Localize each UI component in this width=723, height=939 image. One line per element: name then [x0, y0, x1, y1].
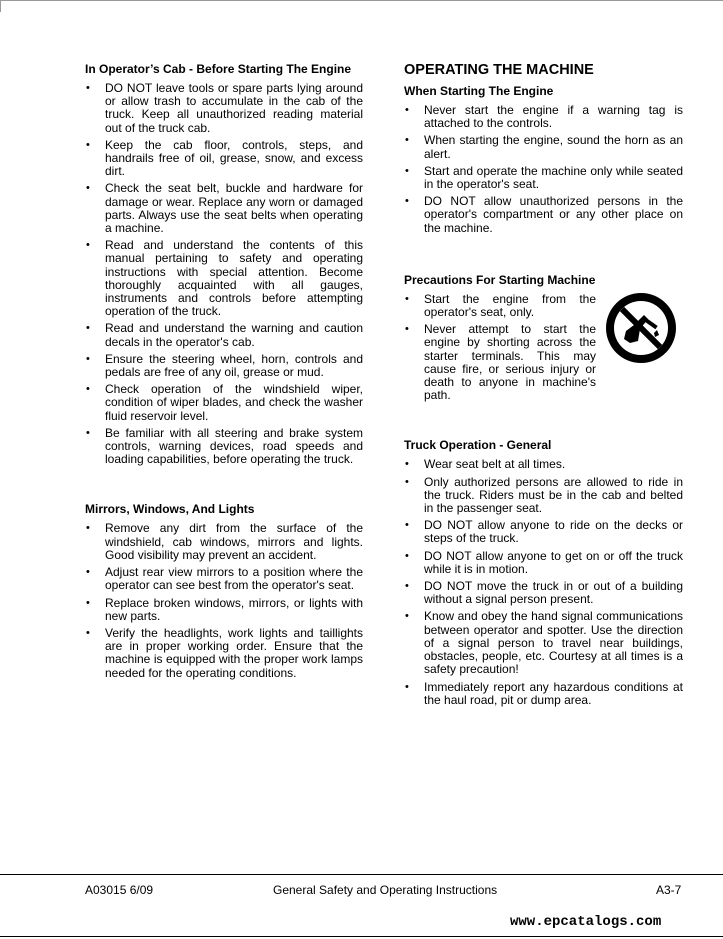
- list-item: • Ensure the steering wheel, horn, controls and pedals are free of any oil, grease or mud.: [86, 351, 363, 380]
- bullet-icon: •: [86, 522, 90, 535]
- list-item: • Only authorized persons are allowed to ride in the truck. Riders must be in the cab and belted in the passenger seat.: [405, 474, 683, 516]
- starting-engine-list: [404, 104, 683, 235]
- bullet-icon: •: [86, 596, 90, 609]
- list-item: • Check the seat belt, buckle and hardware for damage or wear. Replace any worn or damaged parts. Always use the seat belts when operating a machine.: [86, 181, 363, 236]
- list-item: • Start the engine from the operator's seat, only.: [405, 291, 596, 320]
- list-item: • Adjust rear view mirrors to a position where the operator can see best from the operator's seat.: [86, 565, 363, 593]
- section-heading-mirrors: Mirrors, Windows, And Lights: [85, 502, 255, 517]
- bullet-icon: •: [86, 626, 90, 639]
- section-heading-starting-engine: When Starting The Engine: [404, 84, 554, 98]
- list-item: • Wear seat belt at all times.: [405, 457, 566, 472]
- bullet-icon: •: [405, 134, 409, 147]
- bullet-icon: •: [405, 323, 409, 336]
- page-title: OPERATING THE MACHINE: [404, 62, 594, 78]
- bullet-icon: •: [86, 566, 90, 579]
- bullet-icon: •: [86, 383, 90, 396]
- precautions-section: [404, 273, 683, 403]
- list-item: • Replace broken windows, mirrors, or lights with new parts.: [86, 595, 363, 623]
- precautions-list: [404, 293, 596, 403]
- list-item: • Immediately report any hazardous conditions at the haul road, pit or dump area.: [405, 679, 683, 707]
- bullet-icon: •: [405, 549, 409, 562]
- list-item: • Start and operate the machine only while seated in the operator's seat.: [405, 163, 683, 192]
- right-column: [404, 62, 683, 711]
- bullet-icon: •: [86, 82, 90, 94]
- no-jump-start-icon: [604, 291, 678, 365]
- bullet-icon: •: [405, 475, 409, 488]
- truck-operation-list: [404, 458, 683, 706]
- list-item: • DO NOT allow anyone to get on or off the truck while it is in motion.: [405, 548, 683, 576]
- page-number: A3-7: [656, 883, 682, 897]
- list-item: • DO NOT leave tools or spare parts lying around or allow trash to accumulate in the cab of the truck. Keep all unauthorized reading material out of the truck cab.: [86, 81, 363, 135]
- list-item: • DO NOT allow anyone to ride on the decks or steps of the truck.: [405, 518, 683, 546]
- list-item: • Know and obey the hand signal communications between operator and spotter. Use the direction of a signal person to travel near buildings, obstacles, people, etc. Courtesy at all times is a safety precaution!: [405, 609, 683, 677]
- watermark-url: www.epcatalogs.com: [510, 914, 662, 930]
- bullet-icon: •: [86, 182, 90, 195]
- mirrors-list: [85, 522, 363, 679]
- bullet-icon: •: [405, 610, 409, 623]
- list-item: • Never start the engine if a warning tag is attached to the controls.: [405, 103, 683, 131]
- list-item: • DO NOT allow unauthorized persons in the operator's compartment or any other place on the machine.: [405, 194, 683, 235]
- footer-divider: [0, 874, 723, 875]
- list-item: • Keep the cab floor, controls, steps, and handrails free of oil, grease, snow, and excess dirt.: [86, 137, 363, 179]
- bullet-icon: •: [86, 239, 90, 252]
- bullet-icon: •: [86, 322, 90, 335]
- footer-title: General Safety and Operating Instructions: [273, 883, 498, 897]
- list-item: • Never attempt to start the engine by shorting across the starter terminals. This may cause fire, or serious injury or death to anyone in machine's path.: [405, 322, 596, 403]
- bullet-icon: •: [405, 519, 409, 532]
- list-item: • Verify the headlights, work lights and taillights are in proper working order. Ensure that the machine is equipped with the proper work lamps needed for the operating conditions.: [86, 625, 363, 680]
- left-column: [85, 62, 363, 684]
- list-item: • Remove any dirt from the surface of the windshield, cab windows, mirrors and lights. Good visibility may prevent an accident.: [86, 521, 363, 562]
- bullet-icon: •: [405, 195, 409, 208]
- bullet-icon: •: [86, 426, 90, 439]
- section-heading-operators-cab: In Operator’s Cab - Before Starting The Engine: [85, 62, 352, 76]
- list-item: • DO NOT move the truck in or out of a building without a signal person present.: [405, 579, 683, 607]
- top-border: [0, 0, 723, 1]
- bullet-icon: •: [405, 458, 409, 471]
- bullet-icon: •: [86, 138, 90, 151]
- operators-cab-list: [85, 82, 363, 466]
- list-item: • Be familiar with all steering and brake system controls, warning devices, road speeds and loading capabilities, before operating the truck.: [86, 425, 363, 467]
- bullet-icon: •: [405, 680, 409, 693]
- bullet-icon: •: [86, 352, 90, 365]
- bullet-icon: •: [405, 580, 409, 593]
- section-heading-truck-operation: Truck Operation - General: [404, 438, 552, 453]
- list-item: • Read and understand the warning and caution decals in the operator's cab.: [86, 321, 363, 349]
- bullet-icon: •: [405, 292, 409, 305]
- bullet-icon: •: [405, 104, 409, 116]
- list-item: • Read and understand the contents of this manual pertaining to safety and operating instructions with special attention. Become thoroughly acquainted with all gauges, instruments and controls before attempting operation of the truck.: [86, 238, 363, 319]
- footer-doc-code: A03015 6/09: [85, 883, 154, 897]
- bullet-icon: •: [405, 164, 409, 177]
- list-item: • Check operation of the windshield wiper, condition of wiper blades, and check the washer fluid reservoir level.: [86, 382, 363, 423]
- bottom-border: [0, 936, 723, 937]
- top-corner-mark: [0, 0, 1, 12]
- list-item: • When starting the engine, sound the horn as an alert.: [405, 133, 683, 161]
- section-heading-precautions: Precautions For Starting Machine: [404, 272, 596, 287]
